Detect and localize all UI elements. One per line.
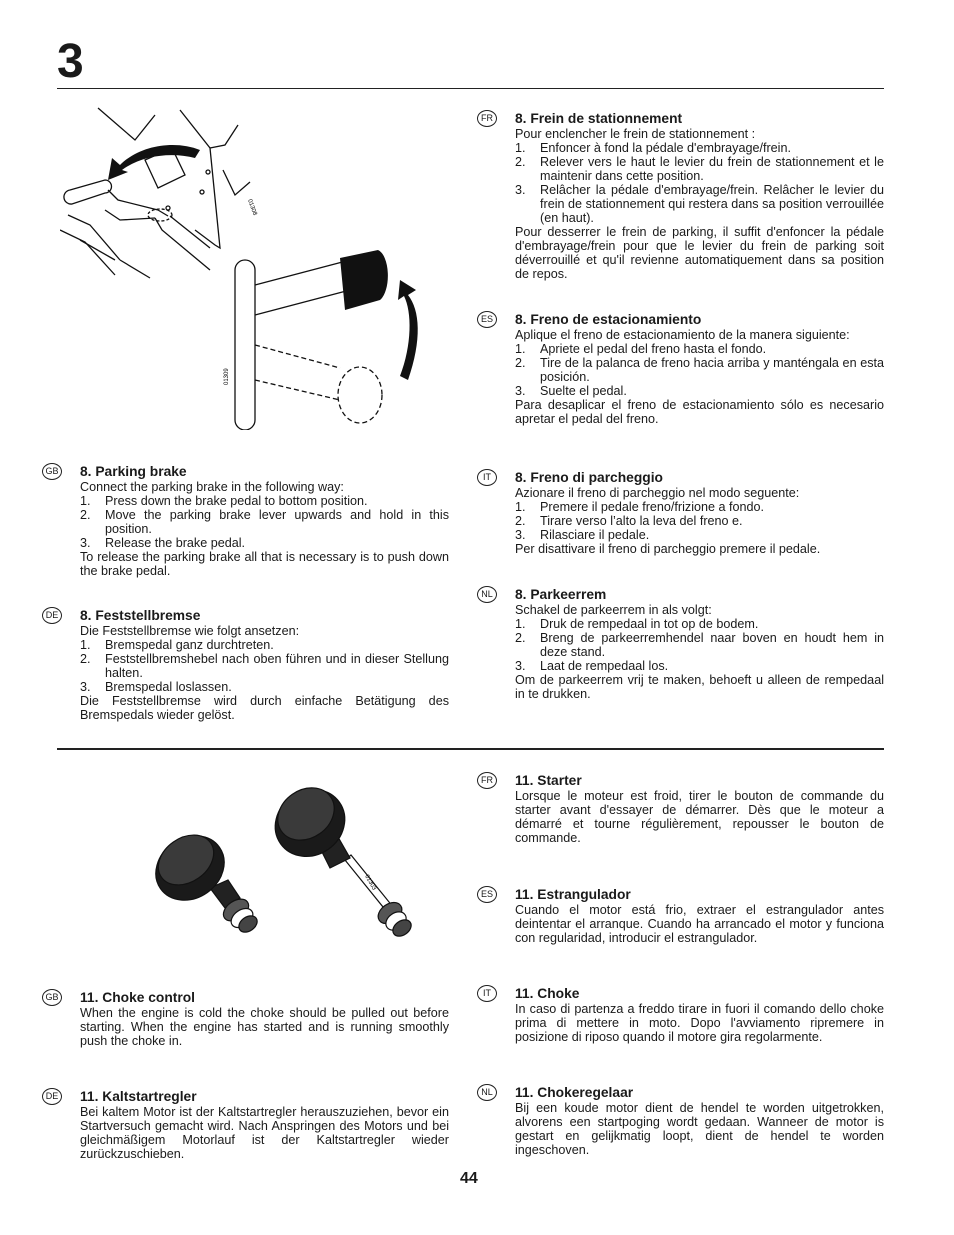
- section-heading: [477, 1085, 884, 1101]
- step-list: [515, 500, 884, 542]
- language-badge: GB: [42, 989, 62, 1006]
- language-badge: IT: [477, 469, 497, 486]
- chapter-number: 3: [57, 35, 84, 88]
- step-item: 1. Press down the brake pedal to bottom position.: [80, 494, 368, 508]
- section-heading: [477, 470, 884, 486]
- section-heading: [477, 111, 884, 127]
- step-item: 1. Premere il pedale freno/frizione a fondo.: [515, 500, 765, 514]
- section-heading: [477, 986, 884, 1002]
- section-outro: To release the parking brake all that is necessary is to push down the brake pedal.: [80, 550, 449, 578]
- section-heading: [477, 773, 884, 789]
- section-heading: [42, 1089, 449, 1105]
- section-outro: Pour desserrer le frein de parking, il suffit d'enfoncer la pédale d'embrayage/frein pour que le levier du frein de parking soit déverrouillé et qu'il revienne automatiquement dans sa position de repos.: [515, 225, 884, 281]
- step-item: 2. Feststellbremshebel nach oben führen und in dieser Stellung halten.: [80, 652, 449, 680]
- section-title: 8. Freno di parcheggio: [515, 470, 663, 485]
- page-number: 44: [460, 1170, 478, 1187]
- language-badge: FR: [477, 772, 497, 789]
- section-title: 8. Frein de stationnement: [515, 111, 683, 126]
- section-title: 11. Chokeregelaar: [515, 1085, 634, 1100]
- language-badge: DE: [42, 607, 62, 624]
- section-title: 8. Parkeerrem: [515, 587, 607, 602]
- section-parking-brake-it: [483, 470, 884, 556]
- section-title: 11. Kaltstartregler: [80, 1089, 197, 1104]
- step-item: 3. Relâcher la pédale d'embrayage/frein. Relâcher le levier du frein de stationnement qui restera dans sa position verrouillée (en haut).: [515, 183, 884, 225]
- step-item: 3. Release the brake pedal.: [80, 536, 246, 550]
- section-parking-brake-es: [480, 312, 884, 426]
- step-item: 2. Tirare verso l’alto la leva del freno e.: [515, 514, 743, 528]
- step-item: 1. Druk de rempedaal in tot op de bodem.: [515, 617, 759, 631]
- section-heading: [477, 587, 884, 603]
- step-item: 3. Rilasciare il pedale.: [515, 528, 650, 542]
- section-intro: Pour enclencher le frein de stationnement :: [515, 127, 756, 141]
- language-badge: NL: [477, 1084, 497, 1101]
- section-heading: [42, 608, 449, 624]
- step-item: 3. Suelte el pedal.: [515, 384, 627, 398]
- language-badge: NL: [477, 586, 497, 603]
- section-parking-brake-de: [45, 608, 449, 722]
- step-item: 1. Bremspedal ganz durchtreten.: [80, 638, 274, 652]
- step-item: 3. Bremspedal loslassen.: [80, 680, 232, 694]
- section-intro: Die Feststellbremse wie folgt ansetzen:: [80, 624, 300, 638]
- language-badge: DE: [42, 1088, 62, 1105]
- illustration-code: 01303: [363, 874, 377, 892]
- section-outro: Die Feststellbremse wird durch einfache Betätigung des Bremspedals wieder gelöst.: [80, 694, 449, 722]
- step-list: [515, 141, 884, 225]
- section-heading: [42, 464, 449, 480]
- step-list: [80, 638, 449, 694]
- section-body: Cuando el motor está frio, extraer el estrangulador antes deintentar el arranque. Cuando ha arrancado el motor y funciona con regularidad, introducir el estrangulador.: [515, 903, 884, 945]
- section-choke-de: [45, 1089, 449, 1161]
- language-badge: ES: [477, 311, 497, 328]
- step-item: 1. Enfoncer à fond la pédale d'embrayage/frein.: [515, 141, 791, 155]
- step-item: 2. Breng de parkeerremhendel naar boven en houdt hem in deze stand.: [515, 631, 884, 659]
- step-item: 2. Tire de la palanca de freno hacia arriba y manténgala en esta posición.: [515, 356, 884, 384]
- section-body: Bij een koude motor dient de hendel te worden uitgetrokken, alvorens een startpoging wordt gedaan. Wanneer de motor is gestart en gelijkmatig loopt, dient de hendel te worden ingeschoven.: [515, 1101, 884, 1157]
- section-outro: Per disattivare il freno di parcheggio premere il pedale.: [515, 542, 821, 556]
- step-item: 2. Relever vers le haut le levier du frein de stationnement et le maintenir dans cette position.: [515, 155, 884, 183]
- step-list: [515, 342, 884, 398]
- section-title: 11. Starter: [515, 773, 582, 788]
- section-choke-es: [480, 887, 884, 945]
- section-body: Bei kaltem Motor ist der Kaltstartregler herauszuziehen, bevor ein Startversuch gemacht wird. Nach Anspringen des Motors und bei gleichmäßigem Motorlauf ist der Kaltstartregler wieder zurückzuschieben.: [80, 1105, 449, 1161]
- section-body: In caso di partenza a freddo tirare in fuori il comando dello choke prima di mettere in moto. Dopo l'avviamento ripremere in posizione di riposo quando il motore gira regolarmente.: [515, 1002, 884, 1044]
- section-outro: Om de parkeerrem vrij te maken, behoeft u alleen de rempedaal in te drukken.: [515, 673, 884, 701]
- section-heading: [477, 887, 884, 903]
- step-list: [80, 494, 449, 550]
- choke-knob-illustration: [150, 768, 430, 948]
- section-parking-brake-nl: [481, 587, 884, 701]
- step-item: 3. Laat de rempedaal los.: [515, 659, 669, 673]
- section-heading: [477, 312, 884, 328]
- section-body: Lorsque le moteur est froid, tirer le bouton de commande du starter avant d'essayer de démarrer. Dès que le moteur a démarré et tourne régulièrement, repousser le bouton de commande.: [515, 789, 884, 845]
- step-item: 1. Apriete el pedal del freno hasta el fondo.: [515, 342, 767, 356]
- section-divider: [57, 748, 884, 750]
- step-list: [515, 617, 884, 673]
- section-choke-it: [483, 986, 884, 1044]
- section-outro: Para desaplicar el freno de estacionamiento sólo es necesario apretar el pedal del freno.: [515, 398, 884, 426]
- section-title: 11. Choke: [515, 986, 580, 1001]
- section-title: 8. Feststellbremse: [80, 608, 201, 623]
- header-rule: [57, 88, 884, 89]
- language-badge: GB: [42, 463, 62, 480]
- illustration-code: 01309: [224, 368, 230, 385]
- section-body: When the engine is cold the choke should be pulled out before starting. When the engine has started and is running smoothly push the choke in.: [80, 1006, 449, 1048]
- section-title: 8. Freno de estacionamiento: [515, 312, 702, 327]
- section-intro: Schakel de parkeerrem in als volgt:: [515, 603, 712, 617]
- section-intro: Azionare il freno di parcheggio nel modo seguente:: [515, 486, 800, 500]
- section-intro: Aplique el freno de estacionamiento de la manera siguiente:: [515, 328, 850, 342]
- section-choke-nl: [481, 1085, 884, 1157]
- section-intro: Connect the parking brake in the following way:: [80, 480, 344, 494]
- section-choke-gb: [45, 990, 449, 1048]
- section-choke-fr: [481, 773, 884, 845]
- parking-brake-illustration: [60, 100, 450, 430]
- step-item: 2. Move the parking brake lever upwards and hold in this position.: [80, 508, 449, 536]
- section-title: 8. Parking brake: [80, 464, 187, 479]
- section-parking-brake-fr: [481, 111, 884, 281]
- section-title: 11. Estrangulador: [515, 887, 631, 902]
- illustration-code: 01308: [246, 198, 258, 217]
- section-title: 11. Choke control: [80, 990, 196, 1005]
- section-parking-brake-gb: [45, 464, 449, 578]
- language-badge: ES: [477, 886, 497, 903]
- language-badge: FR: [477, 110, 497, 127]
- section-heading: [42, 990, 449, 1006]
- language-badge: IT: [477, 985, 497, 1002]
